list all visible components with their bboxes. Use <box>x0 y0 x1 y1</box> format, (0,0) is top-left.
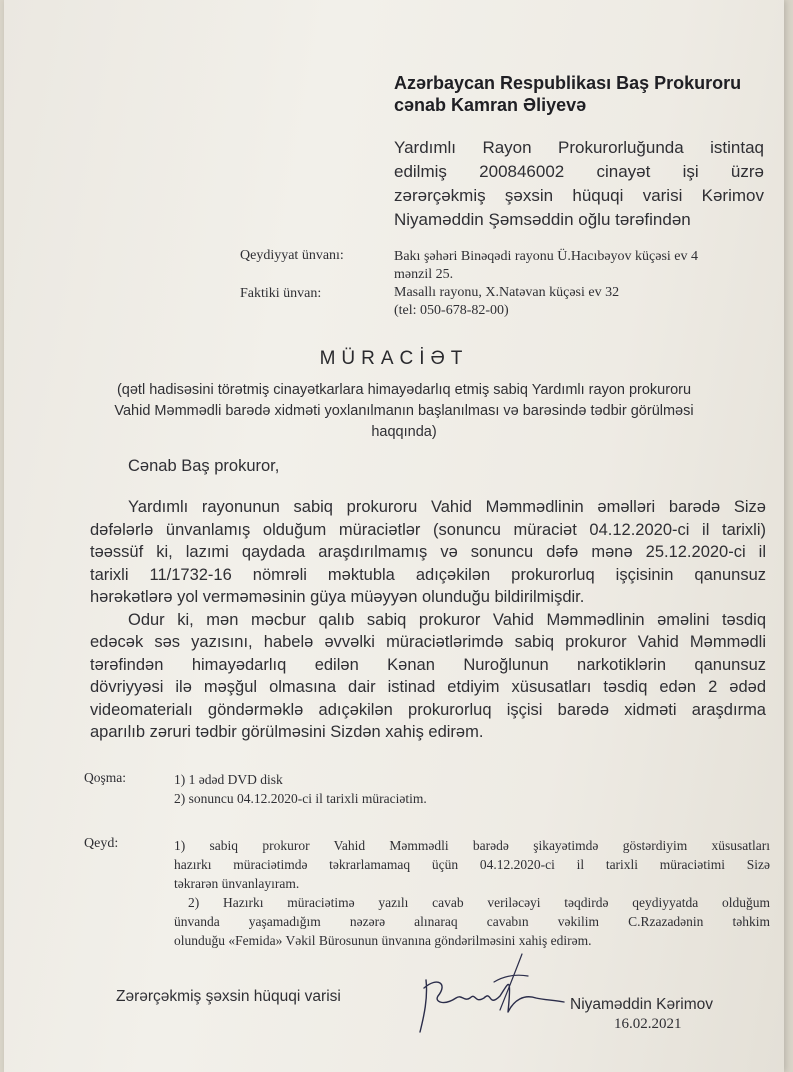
actual-phone: (tel: 050-678-82-00) <box>394 303 509 318</box>
paragraph-2-line: tərəfindən himayədarlıq edilən Kənan Nuroğlunun narkotiklərin qanunsuz <box>90 655 766 674</box>
signature-date: 16.02.2021 <box>614 1016 682 1032</box>
greeting: Cənab Baş prokuror, <box>128 457 280 475</box>
paragraph-2-line: Odur ki, mən məcbur qalıb sabiq prokuror Vahid Məmmədlinin əməlini təsdiq <box>128 610 766 629</box>
paragraph-2-line: aparılıb zəruri tədbir görülməsini Sizdən xahiş edirəm. <box>90 723 484 741</box>
attachment-label: Qoşma: <box>84 770 126 785</box>
subtitle-line-3: haqqında) <box>371 424 437 440</box>
note-label: Qeyd: <box>84 836 119 851</box>
paragraph-1-line: tarixli 11/1732-16 nömrəli məktubla adıçəkilən prokurorluq işçisinin qanunsuz <box>90 565 766 584</box>
signer-name: Niyaməddin Kərimov <box>570 996 713 1013</box>
actual-address-label: Faktiki ünvan: <box>240 286 322 301</box>
paragraph-2-line: dövriyyəsi ilə məşğul olmasına dair istinad etdiyim xüsusatları təsdiq edən 2 ədəd <box>90 678 766 696</box>
note-line: olunduğu «Femida» Vəkil Bürosunun ünvanına göndərilməsini xahiş edirəm. <box>174 933 592 948</box>
sender-line-2: edilmiş 200846002 cinayət işi üzrə <box>394 162 764 181</box>
letter-sheet <box>4 0 784 1072</box>
sender-line-3: zərərçəkmiş şəxsin hüquqi varisi Kərimov <box>394 186 764 205</box>
paragraph-1-line: Yardımlı rayonunun sabiq prokuroru Vahid Məmmədlinin əməlləri barədə Sizə <box>128 498 766 516</box>
letter-body <box>90 496 766 744</box>
addressee-line-1: Azərbaycan Respublikası Baş Prokuroru <box>394 73 742 93</box>
paragraph-2 <box>90 609 766 744</box>
actual-line-1: Masallı rayonu, X.Natəvan küçəsi ev 32 <box>394 285 620 300</box>
attachment-item-1: 1) 1 ədəd DVD disk <box>174 772 283 787</box>
paragraph-2-line: videomaterialı göndərməklə adıçəkilən prokurorluq işçisi barədə xidməti araşdırma <box>90 700 766 719</box>
note-line: təkrarən ünvanlayıram. <box>174 876 300 891</box>
victim-heir-label: Zərərçəkmiş şəxsin hüquqi varisi <box>116 988 341 1005</box>
document-subtitle <box>84 380 724 443</box>
document-title: MÜRACİƏT <box>319 348 469 369</box>
note-block <box>174 836 770 950</box>
paragraph-1-line: dəfələrlə ünvanlamış olduğum müraciətlər (sonuncu müraciət 04.12.2020-ci il tarixli) <box>90 520 766 539</box>
sender-line-1: Yardımlı Rayon Prokurorluğunda istintaq <box>394 138 764 157</box>
paragraph-1-line: təəssüf ki, lazımi qaydada araşdırılmamış və sonuncu dəfə mənə 25.12.2020-ci il <box>90 543 766 561</box>
actual-address <box>394 284 619 320</box>
addressee-line-2: cənab Kamran Əliyevə <box>394 95 587 115</box>
subtitle-line-2: Vahid Məmmədli barədə xidməti yoxlanılmanın başlanılması və barəsində tədbir görülməsi <box>114 403 694 419</box>
note-line: 2) Hazırkı müraciətimə yazılı cavab veriləcəyi təqdirdə qeydiyyatda olduğum <box>188 895 770 910</box>
sender-block <box>394 136 764 232</box>
registration-label: Qeydiyyat ünvanı: <box>240 248 344 263</box>
addressee-block <box>394 72 741 116</box>
paragraph-1-line: hərəkətlərə yol verməməsinin güya müəyyən olunduğu bildirilmişdir. <box>90 588 585 606</box>
subtitle-line-1: (qətl hadisəsini törətmiş cinayətkarlara himayədarlıq etmiş sabiq Yardımlı rayon prokuroru <box>116 382 692 398</box>
attachment-item-2: 2) sonuncu 04.12.2020-ci il tarixli müraciətim. <box>174 791 427 806</box>
registration-address <box>394 248 698 284</box>
registration-line-1: Bakı şəhəri Binəqədi rayonu Ü.Hacıbəyov küçəsi ev 4 <box>394 249 699 264</box>
attachment-list <box>174 770 427 808</box>
note-line: 1) sabiq prokuror Vahid Məmmədli barədə şikayətimdə göstərdiyim xüsusatları <box>174 838 770 853</box>
registration-line-2: mənzil 25. <box>394 267 454 282</box>
note-line: ünvanda yaşamadığım nəzərə alınaraq cavabın vəkilim C.Rzazadənin təhkim <box>174 914 770 929</box>
paragraph-1 <box>90 496 766 609</box>
sender-line-4: Niyaməddin Şəmsəddin oğlu tərəfindən <box>394 210 691 229</box>
note-line: hazırkı müraciətimdə təkrarlamamaq üçün 04.12.2020-ci il tarixli müraciətimi Sizə <box>174 857 770 872</box>
handwritten-signature <box>404 950 584 1040</box>
paragraph-2-line: edəcək səs yazısını, habelə əvvəlki müraciətlərimdə sabiq prokuror Vahid Məmmədli <box>90 633 766 651</box>
